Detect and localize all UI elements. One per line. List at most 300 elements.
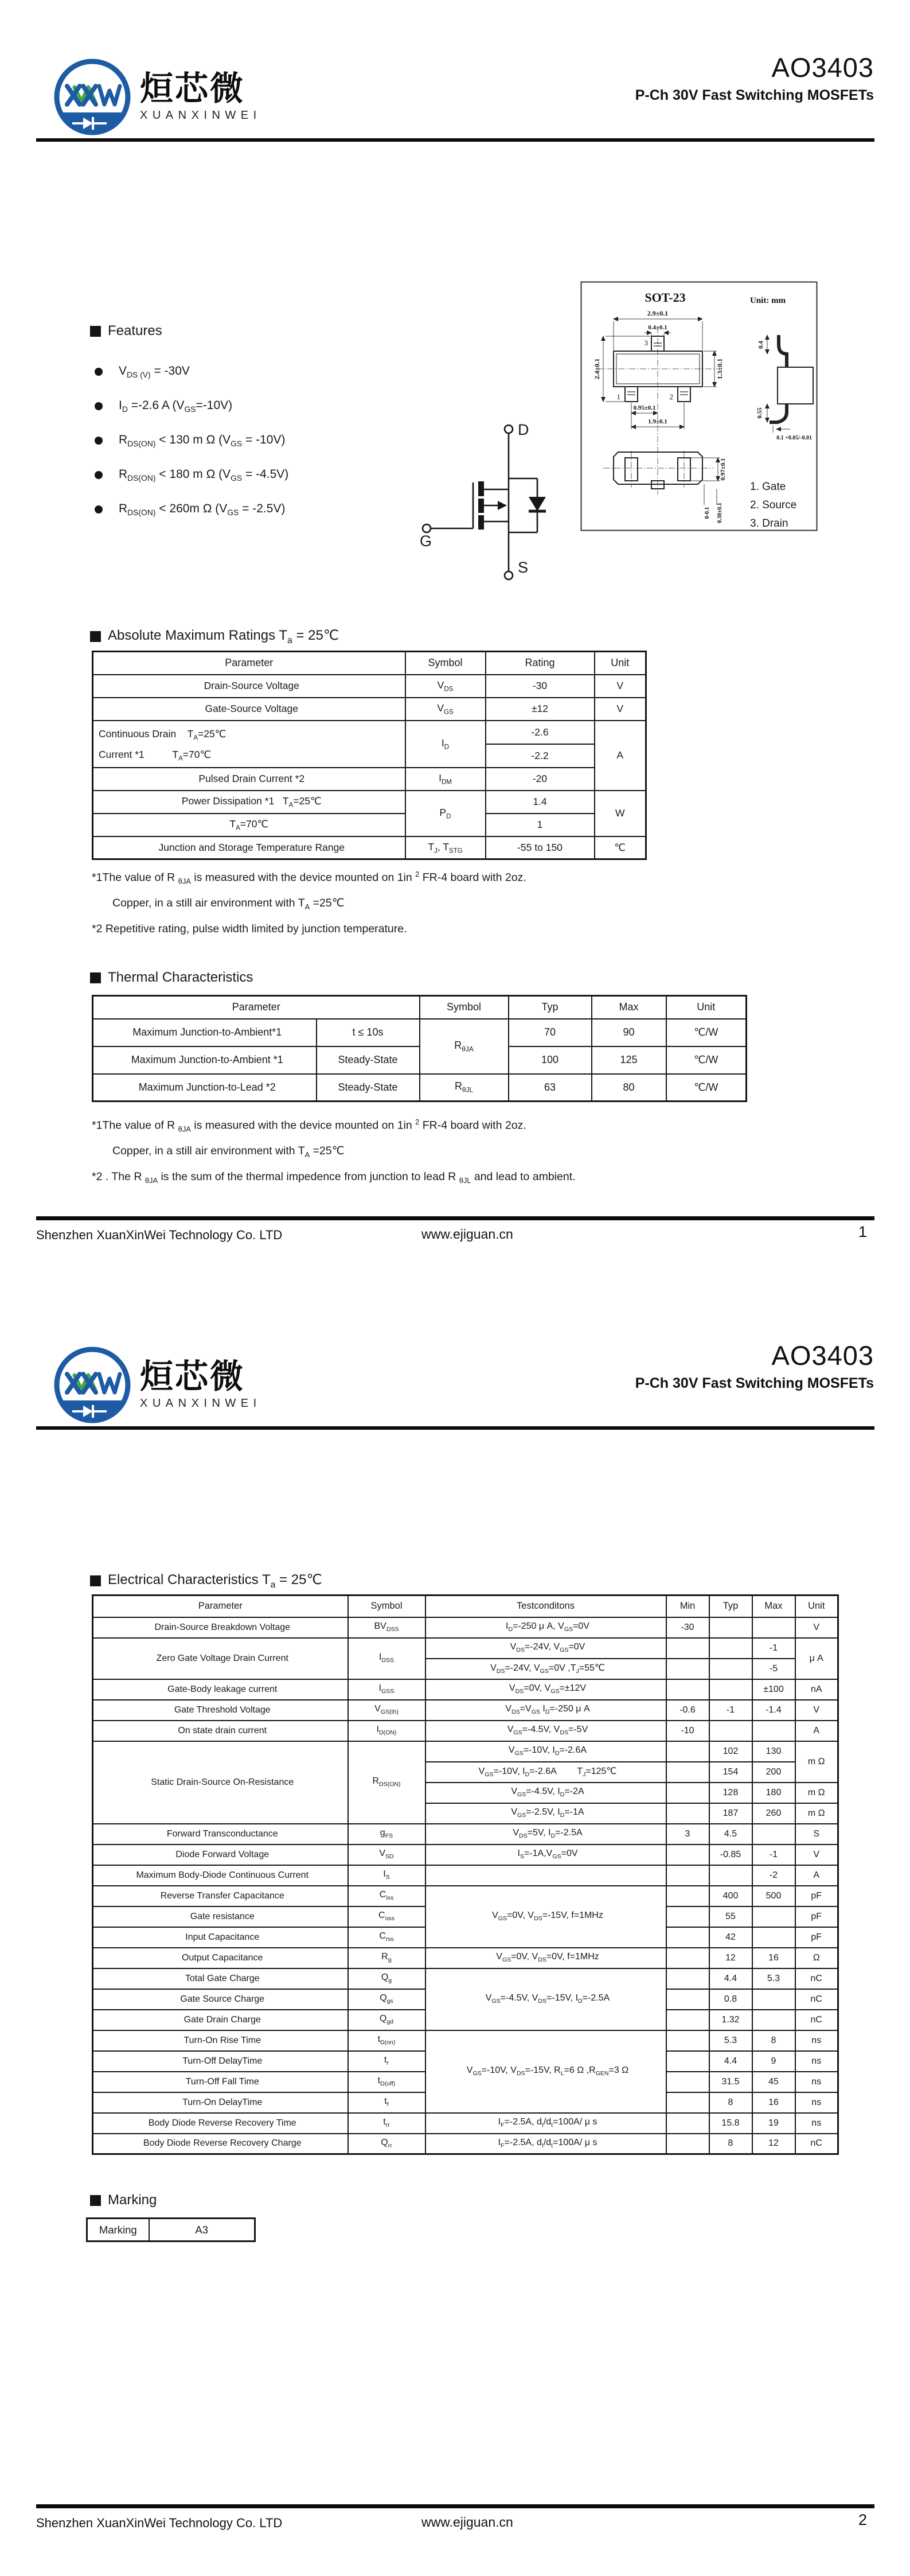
cell-parameter: Gate Threshold Voltage [93,1700,348,1721]
cell-max: -1.4 [752,1700,795,1721]
table-row [93,1865,838,1886]
cell-unit: V [795,1617,838,1638]
dim-gap: 0-0.1 [704,507,710,519]
cell-min [666,1886,709,1906]
abs-max-table [92,651,647,860]
cell-symbol: $Q_{gd}$ [348,2010,425,2030]
header-parameter: Parameter [93,652,405,675]
header-unit: Unit [595,652,646,675]
table-row [93,1741,838,1762]
cell-min [666,2072,709,2092]
logo-icon [52,1344,133,1426]
cell-unit: Ω [795,1948,838,1968]
electrical-table [92,1594,839,2155]
table-row [93,1046,747,1074]
cell-symbol: $R_{\theta JL}$ [420,1074,509,1102]
cell-typ: 187 [709,1803,752,1824]
cell-unit: W [595,791,646,836]
marking-title: Marking [108,2192,157,2208]
cell-unit: nA [795,1679,838,1700]
cell-parameter [93,721,405,768]
gate-label: G [420,532,432,550]
cell-condition: t ≤ 10s [317,1019,420,1046]
cell-unit: A [795,1721,838,1741]
cell-unit: ns [795,2113,838,2134]
footer-rule [36,2504,874,2508]
cell-typ: 8 [709,2092,752,2113]
cell-min [666,1865,709,1886]
feature-text: $R_{DS(ON)} < 180$ m Ω $(V_{GS} = -4.5V)$ [119,467,289,483]
cell-min [666,1679,709,1700]
cell-typ [709,1617,752,1638]
cell-condition: $V_{DS}=0V$, $V_{GS}=\pm 12V$ [425,1679,666,1700]
cell-parameter: Gate Drain Charge [93,2010,348,2030]
cell-condition: $I_F=-2.5A$, $d_I/d_t=100A/$ μ s [425,2134,666,2154]
cell-typ: 4.5 [709,1824,752,1845]
cell-min [666,2010,709,2030]
package-drawing [580,281,818,534]
cell-condition: $V_{GS}=-10V$, $V_{DS}=-15V$, $R_L=6$ Ω $,R_{GEN}=3$ Ω [425,2030,666,2113]
header-parameter: Parameter [93,996,420,1019]
drain-label: D [518,421,529,438]
brand-english: XUANXINWEI [140,1397,261,1410]
table-header-row [93,1596,838,1617]
table-row [93,2134,838,2154]
cell-parameter: Forward Transconductance [93,1824,348,1845]
cell-max: 5.3 [752,1968,795,1989]
legend-gate: 1. Gate [750,481,786,493]
cell-parameter: Turn-On Rise Time [93,2030,348,2051]
cell-unit: nC [795,2134,838,2154]
cell-condition: $V_{GS}=-4.5V$, $V_{DS}=-5V$ [425,1721,666,1741]
thermal-note-3: *2 . The R $_{\theta JA}$ is the sum of the thermal impedence from junction to lead R $_{\theta JL}$ and lead to ambient. [92,1170,576,1185]
footer-website: www.ejiguan.cn [421,1227,513,1242]
cell-parameter: Reverse Transfer Capacitance [93,1886,348,1906]
cell-parameter: Turn-Off DelayTime [93,2051,348,2072]
cell-rating: -2.6 [486,721,595,744]
features-heading [90,323,162,339]
footer-website: www.ejiguan.cn [421,2515,513,2530]
cell-typ: -0.85 [709,1845,752,1865]
header-max: Max [752,1596,795,1617]
cell-parameter: Gate resistance [93,1906,348,1927]
cell-typ [709,1679,752,1700]
cell-symbol: $g_{FS}$ [348,1824,425,1845]
features-list [95,355,288,527]
table-row [93,791,646,814]
cell-symbol: $P_D$ [405,791,486,836]
section-marker-icon [90,1575,101,1586]
cell-typ: 55 [709,1906,752,1927]
cell-symbol: $I_{DM}$ [405,768,486,791]
cell-rating: 1 [486,814,595,836]
cell-min [666,2092,709,2113]
cell-unit: V [595,675,646,698]
footer-company: Shenzhen XuanXinWei Technology Co. LTD [36,2516,283,2530]
cell-parameter: Gate-Body leakage current [93,1679,348,1700]
cell-max: 16 [752,1948,795,1968]
dim-lead-top: 0.4 [757,341,764,349]
dim-foot: 0.38±0.1 [717,503,723,523]
cell-parameter: Input Capacitance [93,1927,348,1948]
table-row [93,2113,838,2134]
dim-pin-width: 0.4±0.1 [648,324,667,331]
cell-condition: $I_S=-1A,V_{GS}=0V$ [425,1845,666,1865]
section-marker-icon [90,631,101,642]
cell-unit: pF [795,1886,838,1906]
cell-symbol: $BV_{DSS}$ [348,1617,425,1638]
cell-typ: 63 [509,1074,592,1102]
cell-unit: V [595,698,646,721]
cell-min [666,1906,709,1927]
cell-typ: 154 [709,1762,752,1783]
cell-typ: 102 [709,1741,752,1762]
cell-marking-value: A3 [149,2219,255,2242]
cell-rating: -20 [486,768,595,791]
cell-typ: 4.4 [709,1968,752,1989]
cell-max: -1 [752,1845,795,1865]
section-marker-icon [90,2195,101,2206]
feature-item [95,492,288,527]
cell-min [666,1783,709,1803]
cell-unit: μ A [795,1638,838,1679]
cell-max: 130 [752,1741,795,1762]
cell-parameter: Gate Source Charge [93,1989,348,2010]
dim-body-height: 2.4±0.1 [593,358,601,380]
title-block [635,1340,874,1392]
table-row [93,1074,747,1102]
cell-unit: ℃ [595,836,646,859]
cell-typ: 42 [709,1927,752,1948]
source-label: S [518,559,529,576]
cell-condition: Steady-State [317,1074,420,1102]
cell-condition: Steady-State [317,1046,420,1074]
cell-min: -30 [666,1617,709,1638]
cell-typ [709,1865,752,1886]
cell-min [666,1762,709,1783]
cell-typ: 4.4 [709,2051,752,2072]
cell-parameter: Body Diode Reverse Recovery Time [93,2113,348,2134]
cell-min: 3 [666,1824,709,1845]
bullet-icon [95,471,103,479]
cell-condition: $V_{GS}=0V$, $V_{DS}=0V$, f=1MHz [425,1948,666,1968]
cell-unit: ℃/W [666,1019,747,1046]
cell-max: -5 [752,1659,795,1679]
table-row [93,1968,838,1989]
table-row [93,1886,838,1906]
doc-subtitle: P-Ch 30V Fast Switching MOSFETs [635,87,874,103]
table-row [93,2030,838,2051]
cell-unit: ns [795,2092,838,2113]
cell-symbol: $V_{GS}$ [405,698,486,721]
dim-pad-height: 1.3±0.1 [716,358,724,380]
cell-symbol: $I_{GSS}$ [348,1679,425,1700]
title-block [635,52,874,104]
thermal-title: Thermal Characteristics [108,970,253,985]
dim-body-width: 2.9±0.1 [647,309,669,317]
cell-parameter: On state drain current [93,1721,348,1741]
feature-text: $V_{DS (V)} = -30V$ [119,364,190,380]
part-number: AO3403 [771,52,874,83]
cell-marking-label: Marking [87,2219,149,2242]
abs-note-2: Copper, in a still air environment with $T_A$ =25℃ [112,897,345,911]
cell-typ [709,1659,752,1679]
cell-symbol: $T_J$, $T_{STG}$ [405,836,486,859]
cell-max: 9 [752,2051,795,2072]
cell-parameter: Zero Gate Voltage Drain Current [93,1638,348,1679]
cell-parameter: Static Drain-Source On-Resistance [93,1741,348,1824]
cell-parameter: Drain-Source Voltage [93,675,405,698]
table-header-row [93,996,747,1019]
cell-parameter: Turn-Off Fall Time [93,2072,348,2092]
cell-unit: S [795,1824,838,1845]
cell-max [752,1906,795,1927]
cell-symbol: $t_f$ [348,2092,425,2113]
cell-condition: $V_{GS}=-2.5V$, $I_D=-1A$ [425,1803,666,1824]
cell-condition: $V_{GS}=-10V$, $I_D=-2.6A$ [425,1741,666,1762]
cell-rating: 1.4 [486,791,595,814]
cell-condition: $I_D=-250$ μ A, $V_{GS}=0V$ [425,1617,666,1638]
header-symbol: Symbol [348,1596,425,1617]
cell-symbol: $t_{rr}$ [348,2113,425,2134]
feature-item [95,389,288,423]
cell-max: -1 [752,1638,795,1659]
cell-max: 8 [752,2030,795,2051]
feature-item [95,355,288,389]
section-marker-icon [90,972,101,983]
cell-rating: -55 to 150 [486,836,595,859]
company-logo [52,1344,261,1426]
cell-typ: 1.32 [709,2010,752,2030]
brand-text [140,69,261,123]
table-row [93,1824,838,1845]
cell-max: 12 [752,2134,795,2154]
cell-parameter: Gate-Source Voltage [93,698,405,721]
cell-max: 180 [752,1783,795,1803]
mosfet-symbol [414,418,580,598]
dim-width-b: 0.97±0.1 [720,458,727,481]
cell-parameter: $T_A=70℃$ [93,814,405,836]
cell-min [666,2113,709,2134]
cell-min [666,2051,709,2072]
page-number: 2 [858,2511,867,2528]
dim-thickness: 0.1 +0.05/-0.01 [776,435,812,441]
section-marker-icon [90,326,101,337]
cell-min [666,1845,709,1865]
cell-max: 19 [752,2113,795,2134]
cell-symbol: $C_{iss}$ [348,1886,425,1906]
part-number: AO3403 [771,1340,874,1371]
cell-min [666,1968,709,1989]
cell-max [752,2010,795,2030]
dim-lead-bottom: 0.55 [756,407,763,419]
cell-condition: $V_{DS}=-24V$, $V_{GS}=0V$ $,T_J=55℃$ [425,1659,666,1679]
feature-item [95,458,288,492]
table-row [93,1617,838,1638]
cell-unit: A [795,1865,838,1886]
dim-span: 1.9±0.1 [648,418,667,425]
cell-unit: ℃/W [666,1074,747,1102]
marking-heading [90,2192,157,2208]
cell-symbol: $C_{oss}$ [348,1906,425,1927]
cell-condition [425,1865,666,1886]
table-row [93,1948,838,1968]
header-symbol: Symbol [405,652,486,675]
cell-unit: ns [795,2051,838,2072]
cell-min: -10 [666,1721,709,1741]
cell-max: 45 [752,2072,795,2092]
cell-typ: 128 [709,1783,752,1803]
cell-symbol: $I_D$ [405,721,486,768]
table-row [93,1700,838,1721]
cell-max: 90 [592,1019,666,1046]
cell-min [666,2134,709,2154]
table-row [87,2219,255,2242]
cell-parameter: Junction and Storage Temperature Range [93,836,405,859]
cell-unit: ns [795,2072,838,2092]
abs-note-3: *2 Repetitive rating, pulse width limited by junction temperature. [92,923,407,935]
cell-rating: -30 [486,675,595,698]
footer-company: Shenzhen XuanXinWei Technology Co. LTD [36,1228,283,1242]
cell-min [666,2030,709,2051]
cell-condition: $I_F=-2.5A$, $d_I/d_t=100A/$ μ s [425,2113,666,2134]
cell-symbol: $Q_{rr}$ [348,2134,425,2154]
marking-table [86,2217,256,2242]
table-row [93,721,646,744]
table-row [93,1679,838,1700]
bullet-icon [95,505,103,513]
cell-typ: 5.3 [709,2030,752,2051]
page-number: 1 [858,1223,867,1240]
footer-rule [36,1216,874,1220]
cell-typ: 12 [709,1948,752,1968]
cell-unit: m Ω [795,1783,838,1803]
cell-typ: 8 [709,2134,752,2154]
thermal-table [92,995,747,1102]
pin3-number: 3 [644,338,648,347]
header-typ: Typ [509,996,592,1019]
header-rule [36,1426,874,1430]
brand-english: XUANXINWEI [140,109,261,122]
table-row [93,1845,838,1865]
cell-typ: -1 [709,1700,752,1721]
legend-drain: 3. Drain [750,517,788,530]
header-rating: Rating [486,652,595,675]
cell-typ: 15.8 [709,2113,752,2134]
parameter-line: Current *1 $T_A=70℃$ [99,748,212,762]
header-typ: Typ [709,1596,752,1617]
thermal-heading [90,970,253,986]
cell-parameter: Pulsed Drain Current *2 [93,768,405,791]
header-rule [36,138,874,142]
header-testconditions: Testconditons [425,1596,666,1617]
cell-symbol: $t_{D(on)}$ [348,2030,425,2051]
brand-text [140,1357,261,1411]
cell-unit: m Ω [795,1803,838,1824]
cell-symbol: $I_{D(ON)}$ [348,1721,425,1741]
table-header-row [93,652,646,675]
cell-parameter: Diode Forward Voltage [93,1845,348,1865]
cell-parameter: Maximum Body-Diode Continuous Current [93,1865,348,1886]
header-unit: Unit [795,1596,838,1617]
table-row [93,698,646,721]
cell-symbol: $V_{DS}$ [405,675,486,698]
cell-parameter: Drain-Source Breakdown Voltage [93,1617,348,1638]
cell-unit: V [795,1845,838,1865]
cell-symbol: $V_{SD}$ [348,1845,425,1865]
cell-symbol: $I_{DSS}$ [348,1638,425,1679]
cell-parameter: Body Diode Reverse Recovery Charge [93,2134,348,2154]
cell-symbol: $t_r$ [348,2051,425,2072]
electrical-title: Electrical Characteristics $T_a$ = 25℃ [108,1572,322,1590]
thermal-note-1: *1The value of R $_{\theta JA}$ is measured with the device mounted on 1in $^2$ FR-4 board with 2oz. [92,1118,526,1134]
cell-unit: A [595,721,646,791]
cell-max: ±100 [752,1679,795,1700]
doc-subtitle: P-Ch 30V Fast Switching MOSFETs [635,1375,874,1391]
cell-max: 200 [752,1762,795,1783]
pin1-number: 1 [616,392,620,401]
brand-chinese: 烜芯微 [140,1357,245,1395]
cell-parameter: Total Gate Charge [93,1968,348,1989]
logo-icon [52,56,133,138]
cell-typ: 400 [709,1886,752,1906]
cell-typ [709,1721,752,1741]
thermal-note-2: Copper, in a still air environment with $T_A$ =25℃ [112,1145,345,1159]
cell-parameter: Power Dissipation *1 $T_A=25℃$ [93,791,405,814]
cell-min [666,1989,709,2010]
cell-condition: $V_{GS}=-4.5V$, $I_D=-2A$ [425,1783,666,1803]
abs-max-title: Absolute Maximum Ratings $T_a$ = 25℃ [108,628,339,645]
cell-unit: nC [795,1968,838,1989]
cell-parameter: Output Capacitance [93,1948,348,1968]
cell-symbol: $V_{GS(th)}$ [348,1700,425,1721]
feature-text: $R_{DS(ON)} < 130$ m Ω $(V_{GS} = -10V)$ [119,433,286,449]
cell-condition: $V_{GS}=-10V$, $I_D=-2.6A$ $T_J=125℃$ [425,1762,666,1783]
cell-parameter: Maximum Junction-to-Ambient *1 [93,1046,317,1074]
cell-typ: 100 [509,1046,592,1074]
cell-typ [709,1638,752,1659]
cell-max: 80 [592,1074,666,1102]
cell-min [666,1741,709,1762]
page-2 [0,1288,910,2576]
cell-symbol: $I_S$ [348,1865,425,1886]
package-unit: Unit: mm [750,296,786,305]
cell-rating: ±12 [486,698,595,721]
cell-unit: m Ω [795,1741,838,1783]
bullet-icon [95,402,103,410]
header-max: Max [592,996,666,1019]
cell-min [666,1948,709,1968]
table-row [93,814,646,836]
cell-max: -2 [752,1865,795,1886]
company-logo [52,56,261,138]
cell-max: 125 [592,1046,666,1074]
cell-min [666,1638,709,1659]
cell-unit: nC [795,1989,838,2010]
cell-max [752,1824,795,1845]
cell-min [666,1803,709,1824]
abs-note-1: *1The value of R $_{\theta JA}$ is measured with the device mounted on 1in $^2$ FR-4 board with 2oz. [92,870,526,886]
cell-unit: ℃/W [666,1046,747,1074]
cell-condition: $V_{DS}=-24V$, $V_{GS}=0V$ [425,1638,666,1659]
table-row [93,1638,838,1659]
brand-chinese: 烜芯微 [140,69,245,107]
cell-typ: 31.5 [709,2072,752,2092]
electrical-heading [90,1571,322,1590]
cell-max [752,1721,795,1741]
cell-condition: $V_{GS}=-4.5V$, $V_{DS}=-15V$, $I_D=-2.5A$ [425,1968,666,2030]
features-title: Features [108,323,162,338]
